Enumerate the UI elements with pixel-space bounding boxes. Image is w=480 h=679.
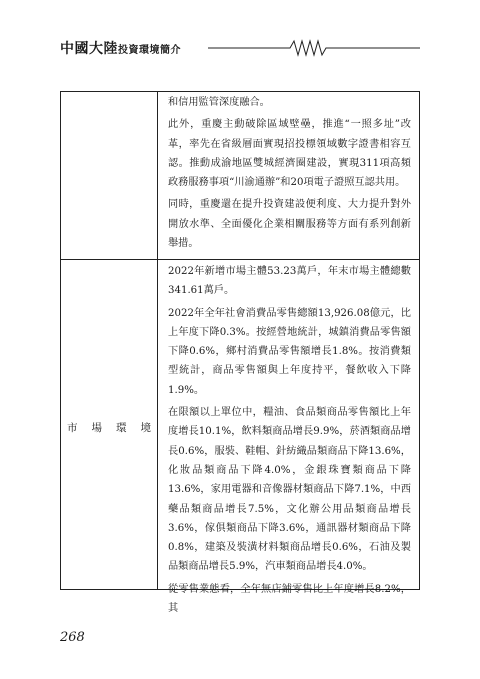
label-char: 環	[116, 422, 127, 434]
paragraph: 同時，重慶還在提升投資建設便利度、大力提升對外開放水準、全面優化企業相關服務等方面有系列創新舉措。	[168, 199, 411, 250]
page-number: 268	[60, 630, 85, 645]
column-divider	[157, 92, 158, 589]
label-char: 場	[91, 422, 102, 434]
row2-content	[168, 262, 411, 618]
paragraph: 從零售業態看，全年無店鋪零售比上年度增長8.2%，其	[168, 583, 411, 615]
paragraph: 2022年新增市場主體53.23萬戶，年末市場主體總數341.61萬戶。	[168, 266, 411, 297]
header-title	[60, 38, 181, 58]
running-header	[60, 38, 420, 58]
row-divider	[61, 259, 419, 260]
label-char: 境	[140, 422, 151, 434]
header-title-sub: 投資環境簡介	[118, 45, 181, 56]
header-wave-line	[208, 39, 420, 57]
row1-content	[168, 93, 411, 253]
header-title-main: 中國大陸	[60, 41, 118, 57]
paragraph: 2022年全年社會消費品零售總額13,926.08億元，比上年度下降0.3%。按經營地統計，城鎮消費品零售額下降0.6%，鄉村消費品零售額增長1.8%。按消費類型統計，商品零售額與上年度持平，餐飲收入下降1.9%。	[168, 307, 411, 396]
label-char: 市	[67, 422, 78, 434]
paragraph: 在限額以上單位中，糧油、食品類商品零售額比上年度增長10.1%，飲料類商品增長9.9%，菸酒類商品增長0.6%，服裝、鞋帽、針紡織品類商品下降13.6%，化妝品類商品下降4.0%，金銀珠寶類商品下降13.6%，家用電器和音像器材類商品下降7.1%，中西藥品類商品增長7.5%，文化辦公用品類商品增長3.6%，傢俱類商品下降3.6%，通訊器材類商品下降0.8%，建築及裝潢材料類商品增長0.6%，石油及製品類商品增長5.9%，汽車類商品增長4.0%。	[168, 407, 411, 573]
paragraph: 此外，重慶主動破除區域壁壘，推進“一照多址”改革，率先在省級層面實現招投標領域數字證書相容互認。推動成渝地區雙城經濟圈建設，實現311項高頻政務服務事項“川渝通辦”和20項電子證照互認共用。	[168, 119, 411, 189]
content-table	[60, 91, 420, 615]
paragraph: 和信用監管深度融合。	[168, 97, 270, 108]
row2-label	[67, 420, 151, 435]
